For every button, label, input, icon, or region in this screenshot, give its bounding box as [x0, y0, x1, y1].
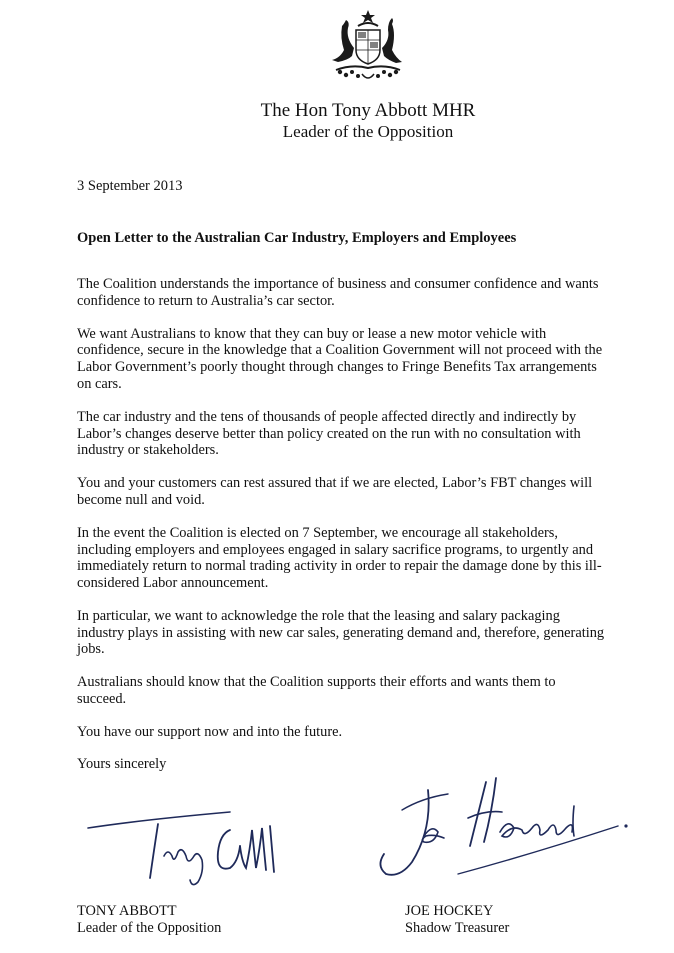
signatory-hockey: [405, 903, 509, 936]
signatory-title: Leader of the Opposition: [77, 919, 222, 936]
coat-of-arms-icon: [318, 8, 418, 84]
signatory-abbott: [77, 903, 221, 936]
closing-salutation: Yours sincerely: [77, 756, 167, 772]
body-paragraph: You and your customers can rest assured that if we are elected, Labor’s FBT changes will become null and void.: [77, 475, 593, 508]
letter-date: 3 September 2013: [77, 178, 183, 194]
body-paragraph: The car industry and the tens of thousands of people affected directly and indirectly by Labor’s changes deserve better than policy created on the run with no consultation with industry or stakeholders.: [77, 408, 581, 459]
signature-joe-hockey-icon: [362, 770, 642, 885]
signatory-name: TONY ABBOTT: [77, 903, 177, 919]
signature-tony-abbott-icon: [80, 790, 290, 890]
body-paragraph: In the event the Coalition is elected on 7 September, we encourage all stakeholders, including employers and employees engaged in salary sacrifice programs, to urgently and immediately return to normal trading activity in order to repair the damage done by this ill-considered Labor announcement.: [77, 524, 602, 592]
body-paragraph: You have our support now and into the future.: [77, 724, 343, 741]
body-paragraph: We want Australians to know that they can buy or lease a new motor vehicle with confidence, secure in the knowledge that a Coalition Government will not proceed with the Labor Government’s poorly thought through changes to Fringe Benefits Tax arrangements on cars.: [77, 325, 603, 392]
signatory-title: Shadow Treasurer: [405, 919, 510, 936]
letterhead-name: The Hon Tony Abbott MHR: [260, 100, 476, 121]
signatory-name: JOE HOCKEY: [405, 903, 494, 919]
body-paragraph: The Coalition understands the importance of business and consumer confidence and wants confidence to return to Australia’s car sector.: [77, 276, 599, 309]
letterhead-role: Leader of the Opposition: [282, 122, 454, 141]
body-paragraph: In particular, we want to acknowledge the role that the leasing and salary packaging industry plays in assisting with new car sales, generating demand and, therefore, generating jobs.: [77, 608, 605, 658]
letter-subject: Open Letter to the Australian Car Industry, Employers and Employees: [77, 230, 517, 246]
body-paragraph: Australians should know that the Coalition supports their efforts and wants them to succeed.: [77, 674, 556, 708]
letter-body: [77, 276, 605, 757]
